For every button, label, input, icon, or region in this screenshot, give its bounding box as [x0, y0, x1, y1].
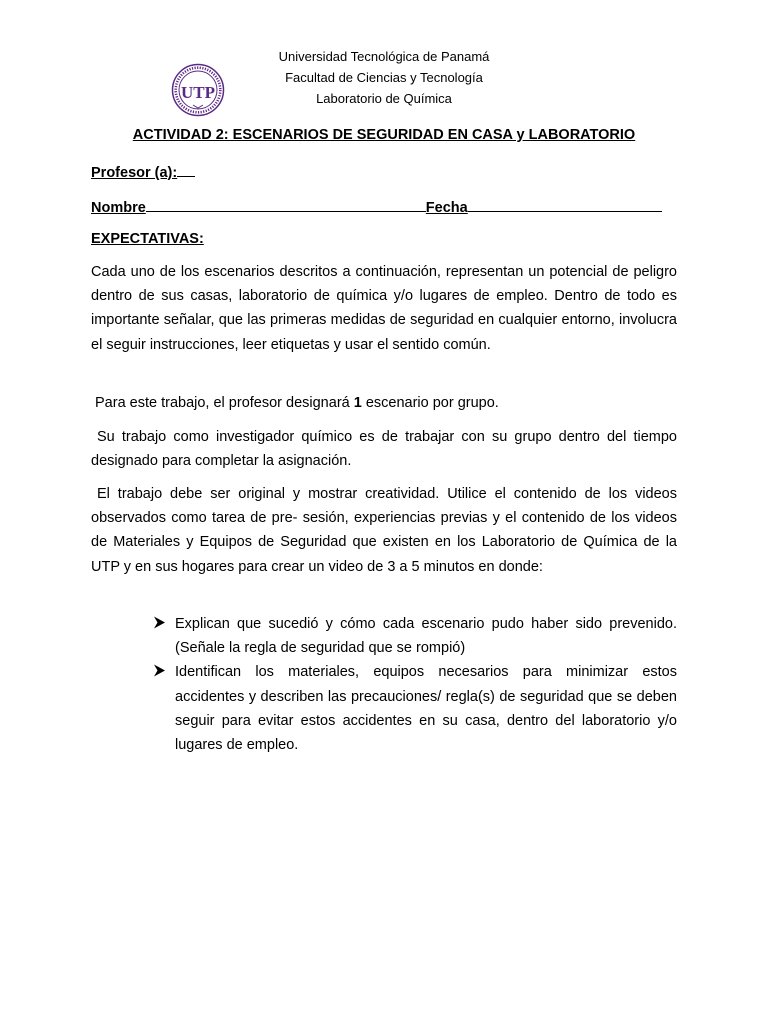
nombre-label: Nombre	[91, 200, 146, 216]
paragraph-intro: Cada uno de los escenarios descritos a continuación, representan un potencial de peligro dentro de sus casas, laboratorio de química y/o lugares de empleo. Dentro de todo es importante señalar, que las primeras medidas de seguridad en cualquier entorno, involucra el seguir instrucciones, leer etiquetas y usar el sentido común.	[91, 264, 677, 353]
paragraph-assignment-end: escenario por grupo.	[361, 395, 499, 411]
list-item	[153, 660, 677, 757]
faculty-name: Facultad de Ciencias y Tecnología	[285, 70, 483, 85]
list-item	[153, 612, 677, 660]
nombre-blank-line	[146, 197, 426, 212]
fecha-label: Fecha	[425, 200, 468, 216]
list-item-text: Identifican los materiales, equipos necesarios para minimizar estos accidentes y describen las precauciones/ regla(s) de seguridad que se deben seguir para evitar estos accidentes en su casa, dentro del laboratorio y/o lugares de empleo.	[175, 664, 677, 754]
fecha-blank-line	[468, 197, 662, 212]
university-name: Universidad Tecnológica de Panamá	[278, 49, 490, 64]
lab-name: Laboratorio de Química	[316, 91, 452, 106]
profesor-label: Profesor (a):	[91, 165, 178, 181]
expectativas-heading: EXPECTATIVAS:	[91, 231, 204, 247]
document-header	[0, 46, 768, 109]
paragraph-investigator: Su trabajo como investigador químico es de trabajar con su grupo dentro del tiempo designado para completar la asignación.	[91, 429, 677, 470]
document-title: ACTIVIDAD 2: ESCENARIOS DE SEGURIDAD EN CASA y LABORATORIO	[132, 127, 636, 143]
profesor-field	[91, 162, 195, 181]
arrowhead-bullet-icon	[153, 664, 166, 677]
nombre-fecha-field	[91, 197, 662, 216]
scenario-count: 1	[353, 395, 362, 411]
paragraph-assignment	[91, 391, 677, 415]
paragraph-assignment-text: Para este trabajo, el profesor designará	[95, 395, 354, 411]
paragraph-original-work: El trabajo debe ser original y mostrar creatividad. Utilice el contenido de los videos observados como tarea de pre- sesión, experiencias previas y el contenido de los videos de Materiales y Equipos de Seguridad que existen en los Laboratorio de Química de la UTP y en sus hogares para crear un video de 3 a 5 minutos en donde:	[91, 486, 677, 575]
svg-text:UTP: UTP	[181, 83, 215, 102]
list-item-text: Explican que sucedió y cómo cada escenario pudo haber sido prevenido. (Señale la regla de seguridad que se rompió)	[175, 616, 677, 657]
profesor-blank-line	[177, 162, 195, 177]
requirements-list	[153, 612, 677, 757]
arrowhead-bullet-icon	[153, 616, 166, 629]
